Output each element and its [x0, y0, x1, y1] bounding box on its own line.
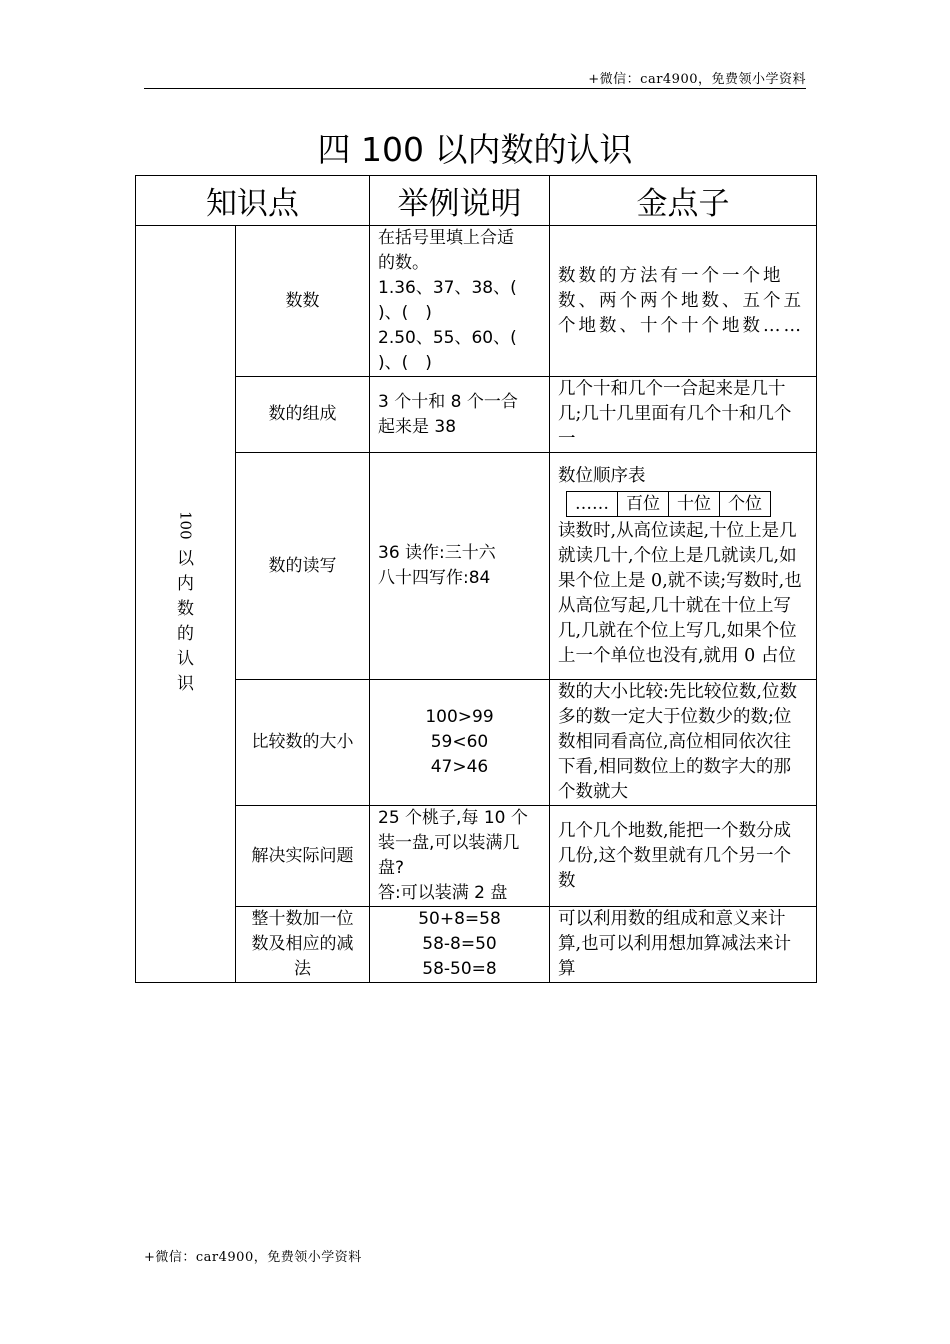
table-row	[136, 680, 817, 806]
example-line: 2.50、55、60、(	[378, 328, 517, 348]
topic-cell: 解决实际问题	[236, 806, 370, 907]
example-line: 36 读作:三十六	[378, 543, 496, 563]
table-row	[136, 226, 817, 377]
header-knowledge-point: 知识点	[136, 176, 370, 226]
digit-hundreds: 百位	[618, 491, 669, 516]
tip-cell: 数的大小比较:先比较位数,位数多的数一定大于位数少的数;位数相同看高位,高位相同依次往下看,相同数位上的数字大的那个数就大	[550, 680, 817, 806]
category-label	[177, 511, 195, 698]
header-note: +微信：car4900，免费领小学资料	[588, 72, 806, 87]
topic-line: 法	[294, 959, 311, 979]
digit-order-table	[566, 491, 771, 517]
example-line: 100>99	[425, 707, 494, 727]
table-row	[136, 806, 817, 907]
example-line: 25 个桃子,每 10 个	[378, 808, 528, 828]
tip-cell: 数数的方法有一个一个地数、两个两个地数、五个五个地数、十个十个地数……	[550, 226, 817, 377]
example-line: 1.36、37、38、(	[378, 278, 517, 298]
digit-ones: 个位	[720, 491, 771, 516]
example-line: 3 个十和 8 个一合	[378, 391, 518, 412]
topic-cell	[236, 907, 370, 983]
tip-cell: 可以利用数的组成和意义来计算,也可以利用想加算减法来计算	[550, 907, 817, 983]
table-row	[136, 377, 817, 453]
topic-cell: 数数	[236, 226, 370, 377]
example-line: 盘?	[378, 858, 405, 878]
example-line: )、( )	[378, 303, 432, 323]
example-line: 47>46	[430, 757, 489, 777]
header-tips: 金点子	[550, 176, 817, 226]
digit-ellipsis: ……	[567, 491, 618, 516]
topic-cell: 比较数的大小	[236, 680, 370, 806]
page-title: 四 100 以内数的认识	[317, 130, 633, 169]
knowledge-table	[135, 175, 817, 983]
topic-line: 整十数加一位	[251, 909, 354, 929]
category-cell	[136, 226, 236, 983]
table-header-row	[136, 176, 817, 226]
example-line: 起来是 38	[378, 416, 457, 437]
footer-note: +微信：car4900，免费领小学资料	[144, 1250, 362, 1265]
header-divider	[144, 88, 806, 89]
tip-cell: 几个几个地数,能把一个数分成几份,这个数里就有几个另一个数	[550, 806, 817, 907]
example-cell	[370, 806, 550, 907]
header-example: 举例说明	[370, 176, 550, 226]
example-line: 50+8=58	[418, 909, 501, 929]
example-cell	[370, 226, 550, 377]
example-line: 58-8=50	[422, 934, 497, 954]
example-cell	[370, 377, 550, 453]
example-line: 答:可以装满 2 盘	[378, 883, 508, 903]
category-number: 100	[176, 510, 195, 540]
example-cell	[370, 453, 550, 680]
topic-line: 数及相应的减	[251, 934, 354, 954]
tip-cell: 几个十和几个一合起来是几十几;几十几里面有几个十和几个一	[550, 377, 817, 453]
example-line: 的数。	[378, 253, 429, 273]
table-row	[136, 453, 817, 680]
example-line: 装一盘,可以装满几	[378, 833, 520, 853]
digit-tens: 十位	[669, 491, 720, 516]
example-cell	[370, 907, 550, 983]
example-line: 八十四写作:84	[378, 568, 491, 588]
topic-cell: 数的读写	[236, 453, 370, 680]
category-text: 以内数的认识	[177, 549, 194, 695]
example-cell	[370, 680, 550, 806]
example-line: 58-50=8	[422, 959, 497, 979]
topic-cell: 数的组成	[236, 377, 370, 453]
digit-table-caption: 数位顺序表	[558, 465, 646, 486]
example-line: )、( )	[378, 353, 432, 373]
tip-cell	[550, 453, 817, 680]
tip-text: 读数时,从高位读起,十位上是几就读几十,个位上是几就读几,如果个位上是 0,就不读;写数时,也从高位写起,几十就在十位上写几,几就在个位上写几,如果个位上一个单位也没有,就用 0 占位	[558, 520, 802, 666]
table-row	[136, 907, 817, 983]
example-line: 59<60	[430, 732, 489, 752]
example-line: 在括号里填上合适	[378, 228, 514, 248]
